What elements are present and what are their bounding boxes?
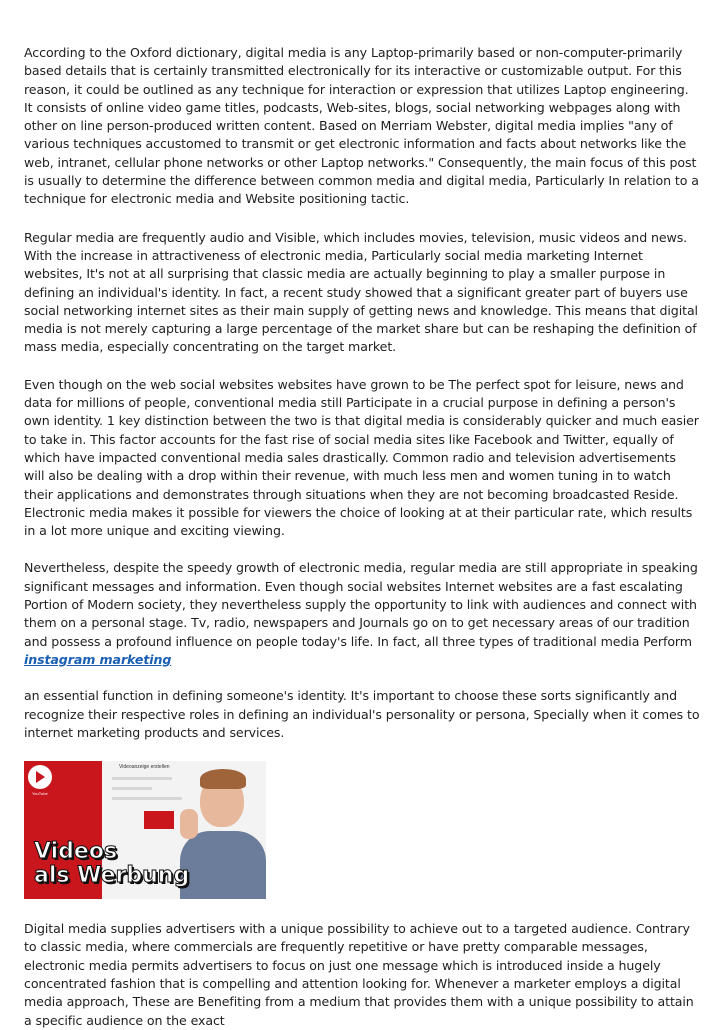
thumbnail-screen-line — [112, 787, 152, 790]
person-body — [180, 831, 266, 899]
video-ad-thumbnail — [24, 761, 266, 899]
person-hair — [200, 769, 246, 789]
thumbnail-title-line-1: Videos — [34, 839, 118, 865]
paragraph-4-text: Nevertheless, despite the speedy growth of electronic media, regular media are still appropriate in speaking significant messages and information. Even though social websites Internet websites are a fast escalating Portion of Modern society, they nevertheless supply the opportunity to link with audiences and connect with them on a personal stage. Tv, radio, newspapers and Journals go on to get necessary areas of our tradition and possess a profound influence on people today's life. In fact, all three types of traditional media Perform — [24, 560, 698, 649]
paragraph-2: Regular media are frequently audio and Visible, which includes movies, television, music videos and news. With the increase in attractiveness of electronic media, Particularly social media marketing Internet websites, It's not at all surprising that classic media are actually beginning to play a smaller purpose in defining an individual's identity. In fact, a recent study showed that a significant greater part of buyers use social networking internet sites as their main supply of getting news and knowledge. This means that digital media is not merely capturing a large percentage of the market share but can be reshaping the definition of mass media, especially concentrating on the target market. — [24, 229, 698, 355]
paragraph-1: According to the Oxford dictionary, digital media is any Laptop-primarily based or non-computer-primarily based details that is certainly transmitted electronically for its interactive or customizable output. For this reason, it could be outlined as any technique for interaction or expression that utilizes Laptop engineering. It consists of online video game titles, podcasts, Web-sites, blogs, social networking webpages along with other on line person-produced written content. Based on Merriam Webster, digital media implies "any of various techniques accustomed to transmit or get electronic information and facts about networks like the web, intranet, cellular phone networks or other Laptop networks." Consequently, the main focus of this post is usually to determine the difference between common media and digital media, Particularly In relation to a technique for electronic media and Website positioning tactic. — [24, 45, 699, 207]
paragraph-4 — [24, 559, 700, 669]
play-icon — [36, 771, 45, 783]
thumbnail-screen-line — [112, 797, 182, 800]
thumbnail-screen-line — [112, 777, 172, 780]
thumbnail-title-line-2: als Werbung — [34, 863, 190, 889]
instagram-marketing-link[interactable]: instagram marketing — [24, 651, 172, 667]
thumbnail-mini-video — [144, 811, 174, 829]
paragraph-3: Even though on the web social websites websites have grown to be The perfect spot for leisure, news and data for millions of people, conventional media still Participate in a crucial purpose in defining a person's own identity. 1 key distinction between the two is that digital media is considerably quicker and much easier to take in. This factor accounts for the fast rise of social media sites like Facebook and Twitter, equally of which have impacted conventional media sales drastically. Common radio and television advertisements will also be dealing with a drop within their revenue, with much less men and women tuning in to watch their applications and demonstrates through situations when they are not becoming broadcasted Reside. Electronic media makes it possible for viewers the choice of looking at at their particular rate, which results in a lot more unique and exciting viewing. — [24, 376, 699, 539]
paragraph-6: Digital media supplies advertisers with a unique possibility to achieve out to a targeted audience. Contrary to classic media, where commercials are frequently repetitive or have pretty comparable messages, electronic media permits advertisers to focus on just one message which is introduced inside a hugely concentrated fashion that is compelling and attention looking for. Whenever a marketer employs a digital media approach, These are Benefiting from a medium that provides them with a unique possibility to attain a specific audience on the exact — [24, 921, 694, 1028]
thumbnail-screen-title: Videoanzeige erstellen — [119, 764, 170, 771]
paragraph-5: an essential function in defining someone's identity. It's important to choose these sorts significantly and recognize their respective roles in defining an individual's personality or persona, Specially when it comes to internet marketing products and services. — [24, 688, 700, 740]
logo-text: YouTube — [32, 791, 48, 797]
pointing-hand — [180, 809, 198, 839]
